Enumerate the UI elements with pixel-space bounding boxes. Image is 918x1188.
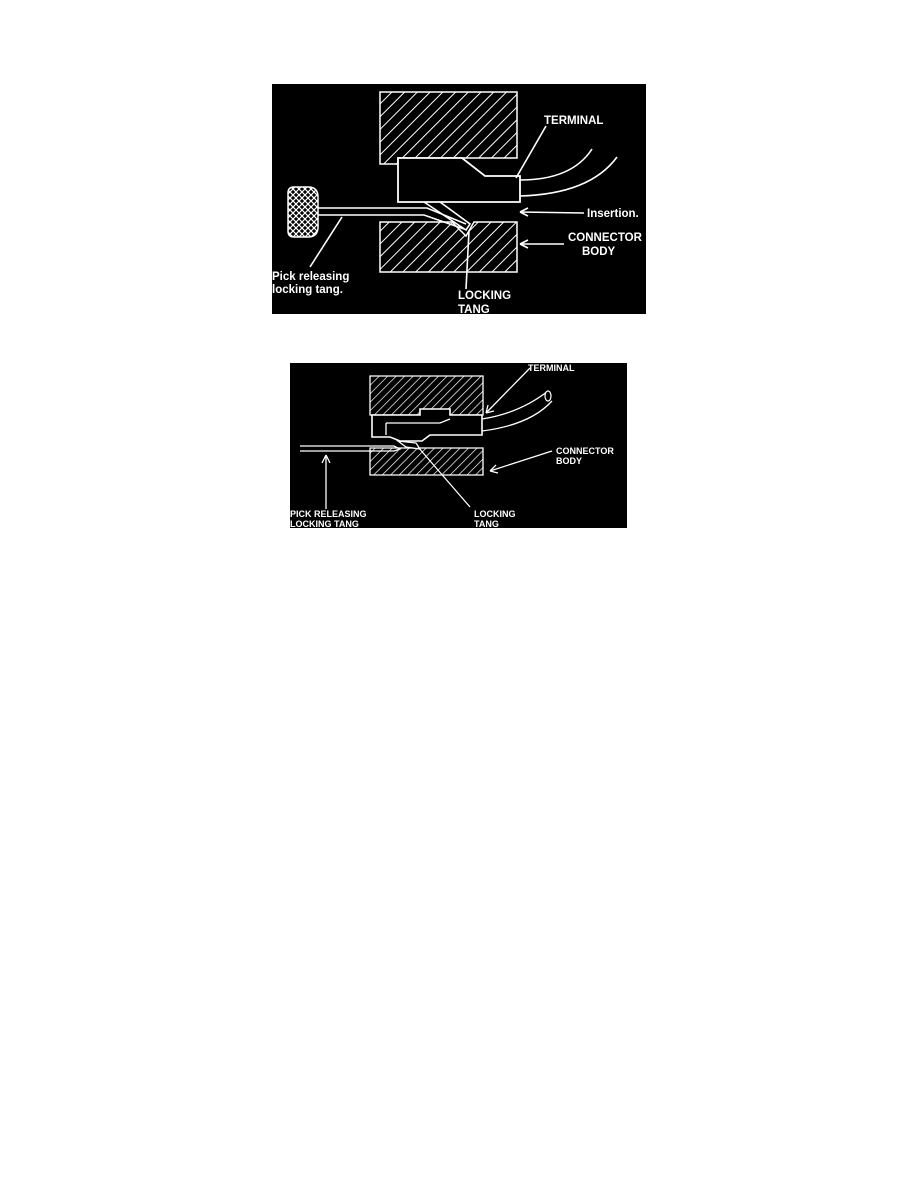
insertion-arrow [520,208,584,216]
terminal-leader [516,126,546,178]
wire-upper [482,391,548,419]
tang-label-line1: LOCKING [458,290,512,302]
tang-label-line1: LOCKING [474,509,516,519]
connector-label-line2: BODY [582,246,616,258]
connector-label-line2: BODY [556,456,583,466]
connector-label-line1: CONNECTOR [568,232,642,244]
pick-label-line1: PICK RELEASING [290,509,367,519]
terminal-label: TERMINAL [528,363,575,373]
pick-arrow [322,455,330,509]
terminal-removal-diagram-2 [290,363,627,528]
pick-label-line1: Pick releasing [272,271,350,283]
connector-body-upper [380,92,517,164]
tang-label-line2: TANG [474,519,499,528]
tang-label-line2: TANG [458,304,490,314]
diagram-1-svg [272,84,646,314]
terminal [398,158,520,202]
pick-label-line2: locking tang. [272,284,343,296]
wire-end [545,391,551,401]
pick-label-line2: LOCKING TANG [290,519,359,528]
connector-body-lower [380,222,517,272]
pick-handle [288,187,318,237]
connector-arrow [490,451,552,473]
terminal-label: TERMINAL [544,115,604,127]
insertion-label: Insertion. [587,208,639,220]
connector-body-lower [370,448,483,475]
terminal-removal-diagram-1 [272,84,646,314]
connector-label-line1: CONNECTOR [556,446,614,456]
diagram-2-svg [290,363,627,528]
connector-arrow [520,240,564,248]
wire-lower [520,157,617,196]
